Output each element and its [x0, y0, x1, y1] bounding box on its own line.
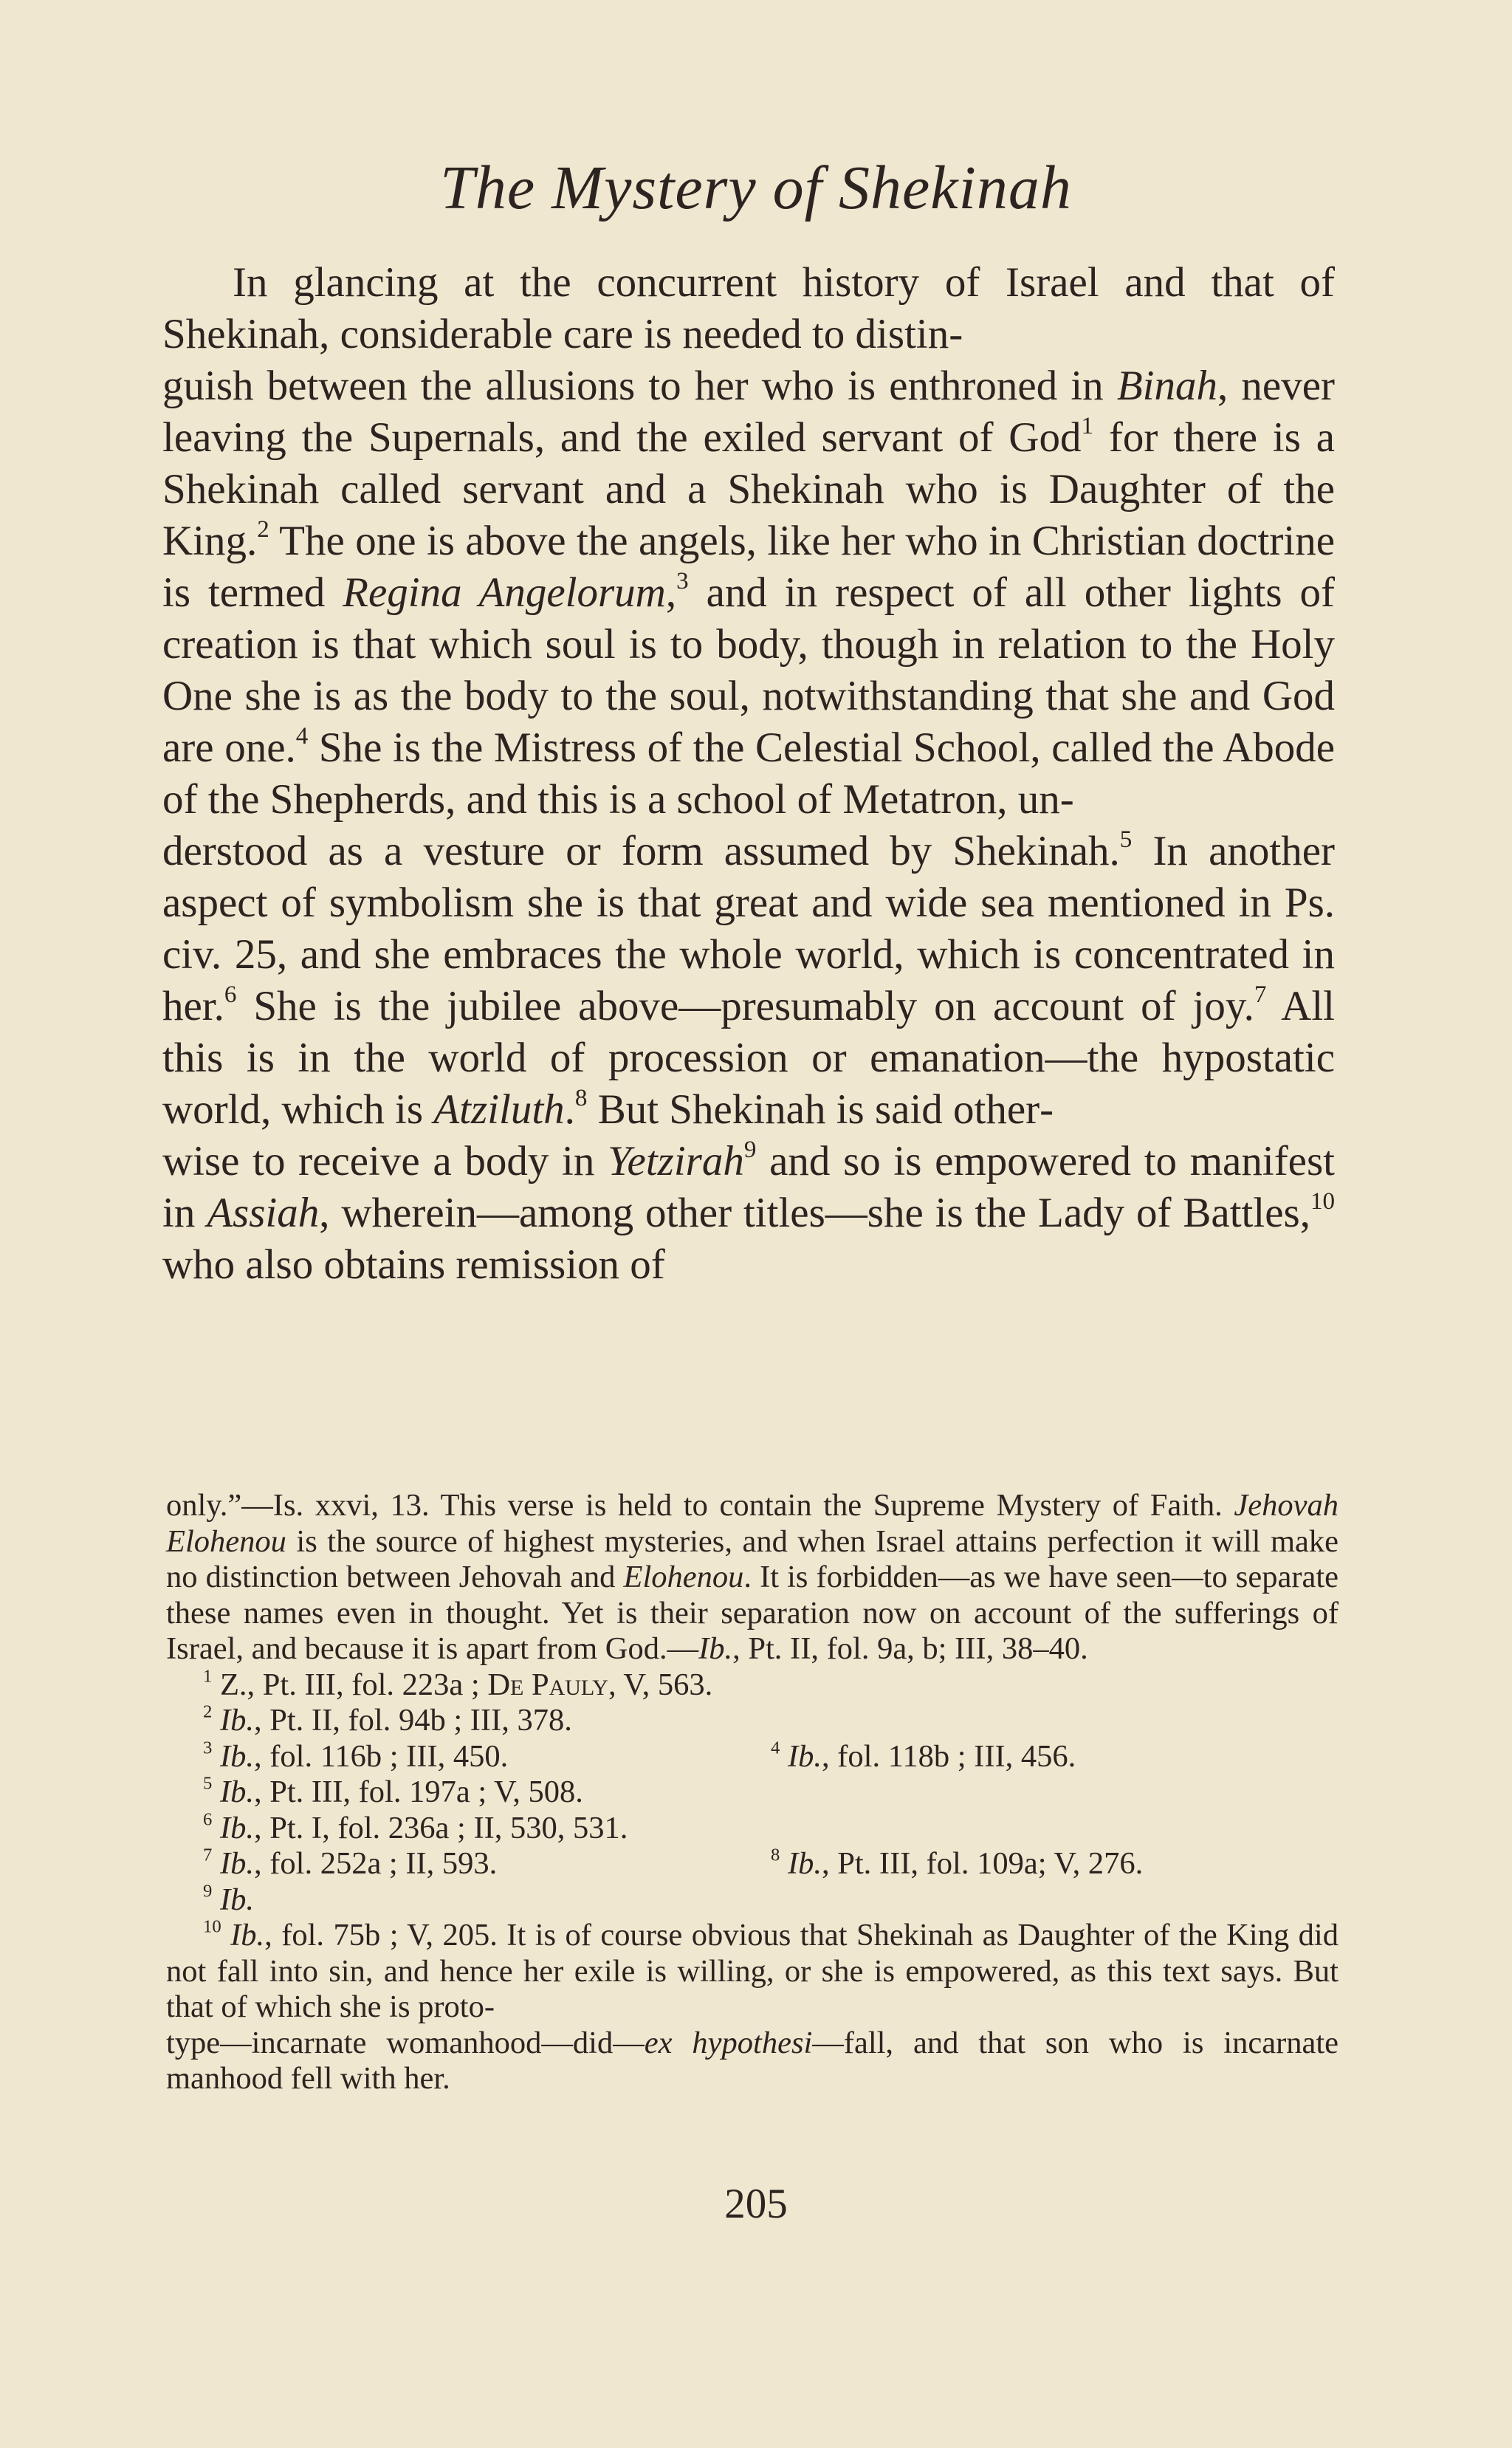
footnote-ref-10: 10: [1310, 1188, 1335, 1216]
footnote-row-7-8: [166, 1846, 1339, 1882]
term-atziluth: Atziluth: [433, 1086, 565, 1133]
footnote-ref-8: 8: [574, 1085, 588, 1112]
footnote-4: $^4$ Ib., fol. 118b ; III, 456.: [771, 1737, 1076, 1774]
footnote-ref-5: 5: [1119, 826, 1133, 854]
footnote-ref-9: 9: [743, 1136, 757, 1164]
running-head: The Mystery of Shekinah: [440, 154, 1072, 222]
footnote-ref-7: 7: [1254, 981, 1267, 1009]
page-number: 205: [724, 2181, 788, 2227]
footnote-row-3-4: [166, 1739, 1339, 1775]
footnote-7: $^7$ Ib., fol. 252a ; II, 593.: [203, 1845, 498, 1881]
term-binah: Binah: [1116, 363, 1217, 409]
footnote-5: $^5$ Ib., Pt. III, fol. 197a ; V, 508.: [203, 1773, 583, 1809]
footnote-9: $^9$ Ib.: [203, 1880, 254, 1917]
footnote-continuation: only.”—Is. xxvi, 13. This verse is held to contain the Supreme Mystery of Faith. Jehovah Elohenou is the source of highest mysteries, and when Israel attains perfection it will make no distinction between Jehovah and Elohenou. It is forbidden—as we have seen—to separate these names even in thought. Yet is their separation now on account of the sufferings of Israel, and because it is apart from God.—Ib., Pt. II, fol. 9a, b; III, 38–40.: [166, 1488, 1339, 1666]
footnote-ref-2: 2: [257, 516, 269, 544]
footnote-ref-6: 6: [224, 981, 237, 1009]
footnote-10: $^{10}$ Ib., fol. 75b ; V, 205. It is of course obvious that Shekinah as Daughter of the King did not fall into sin, and hence her exile is willing, or she is empowered, as this text says. But that of which she is proto‑ type—incarnate womanhood—did—ex hypothesi—fall, and that son who is incarnate manhood fell with her.: [166, 1916, 1339, 2096]
term-yetzirah: Yetzirah: [608, 1138, 744, 1184]
footnote-3: $^3$ Ib., fol. 116b ; III, 450.: [203, 1737, 509, 1774]
footnote-6: $^6$ Ib., Pt. I, fol. 236a ; II, 530, 531.: [203, 1808, 628, 1845]
footnote-1: $^1$ Z., Pt. III, fol. 223a ; De Pauly, V, 563.: [203, 1665, 713, 1702]
term-regina-angelorum: Regina Angelorum: [343, 569, 666, 616]
footnote-8: $^8$ Ib., Pt. III, fol. 109a; V, 276.: [771, 1845, 1144, 1881]
main-text: In glancing at the concurrent history of Israel and that of Shekinah, considerable care is needed to distin‑ guish between the allusions to her who is enthroned in Binah, never leaving the Supernals, and the exiled servant of God$^1$ for there is a Shekinah called servant and a Shekinah who is Daughter of the King.$^2$ The one is above the angels, like her who in Christian doctrine is termed Regina Angelorum,$^3$ and in respect of all other lights of creation is that which soul is to body, though in relation to the Holy One she is as the body to the soul, notwithstanding that she and God are one.$^4$ She is the Mistress of the Celestial School, called the Abode of the Shepherds, and this is a school of Metatron, un‑ derstood as a vesture or form assumed by Shekinah.$^5$ In another aspect of symbolism she is that great and wide sea mentioned in Ps. civ. 25, and she embraces the whole world, which is concentrated in her.$^6$ She is the jubilee above—presumably on account of joy.$^7$ All this is in the world of procession or emanation—the hypostatic world, which is Atziluth.$^8$ But Shekinah is said other‑ wise to receive a body in Yetzirah$^9$ and so is empowered to manifest in Assiah, wherein—among other titles—she is the Lady of Battles,$^{10}$ who also obtains remission of: [162, 259, 1335, 1288]
term-assiah: Assiah: [207, 1190, 320, 1236]
footnote-ref-4: 4: [295, 723, 309, 750]
footnotes: [166, 1488, 1339, 2097]
footnote-2: $^2$ Ib., Pt. II, fol. 94b ; III, 378.: [203, 1701, 572, 1738]
footnote-ref-3: 3: [676, 568, 689, 595]
footnote-ref-1: 1: [1081, 413, 1094, 440]
